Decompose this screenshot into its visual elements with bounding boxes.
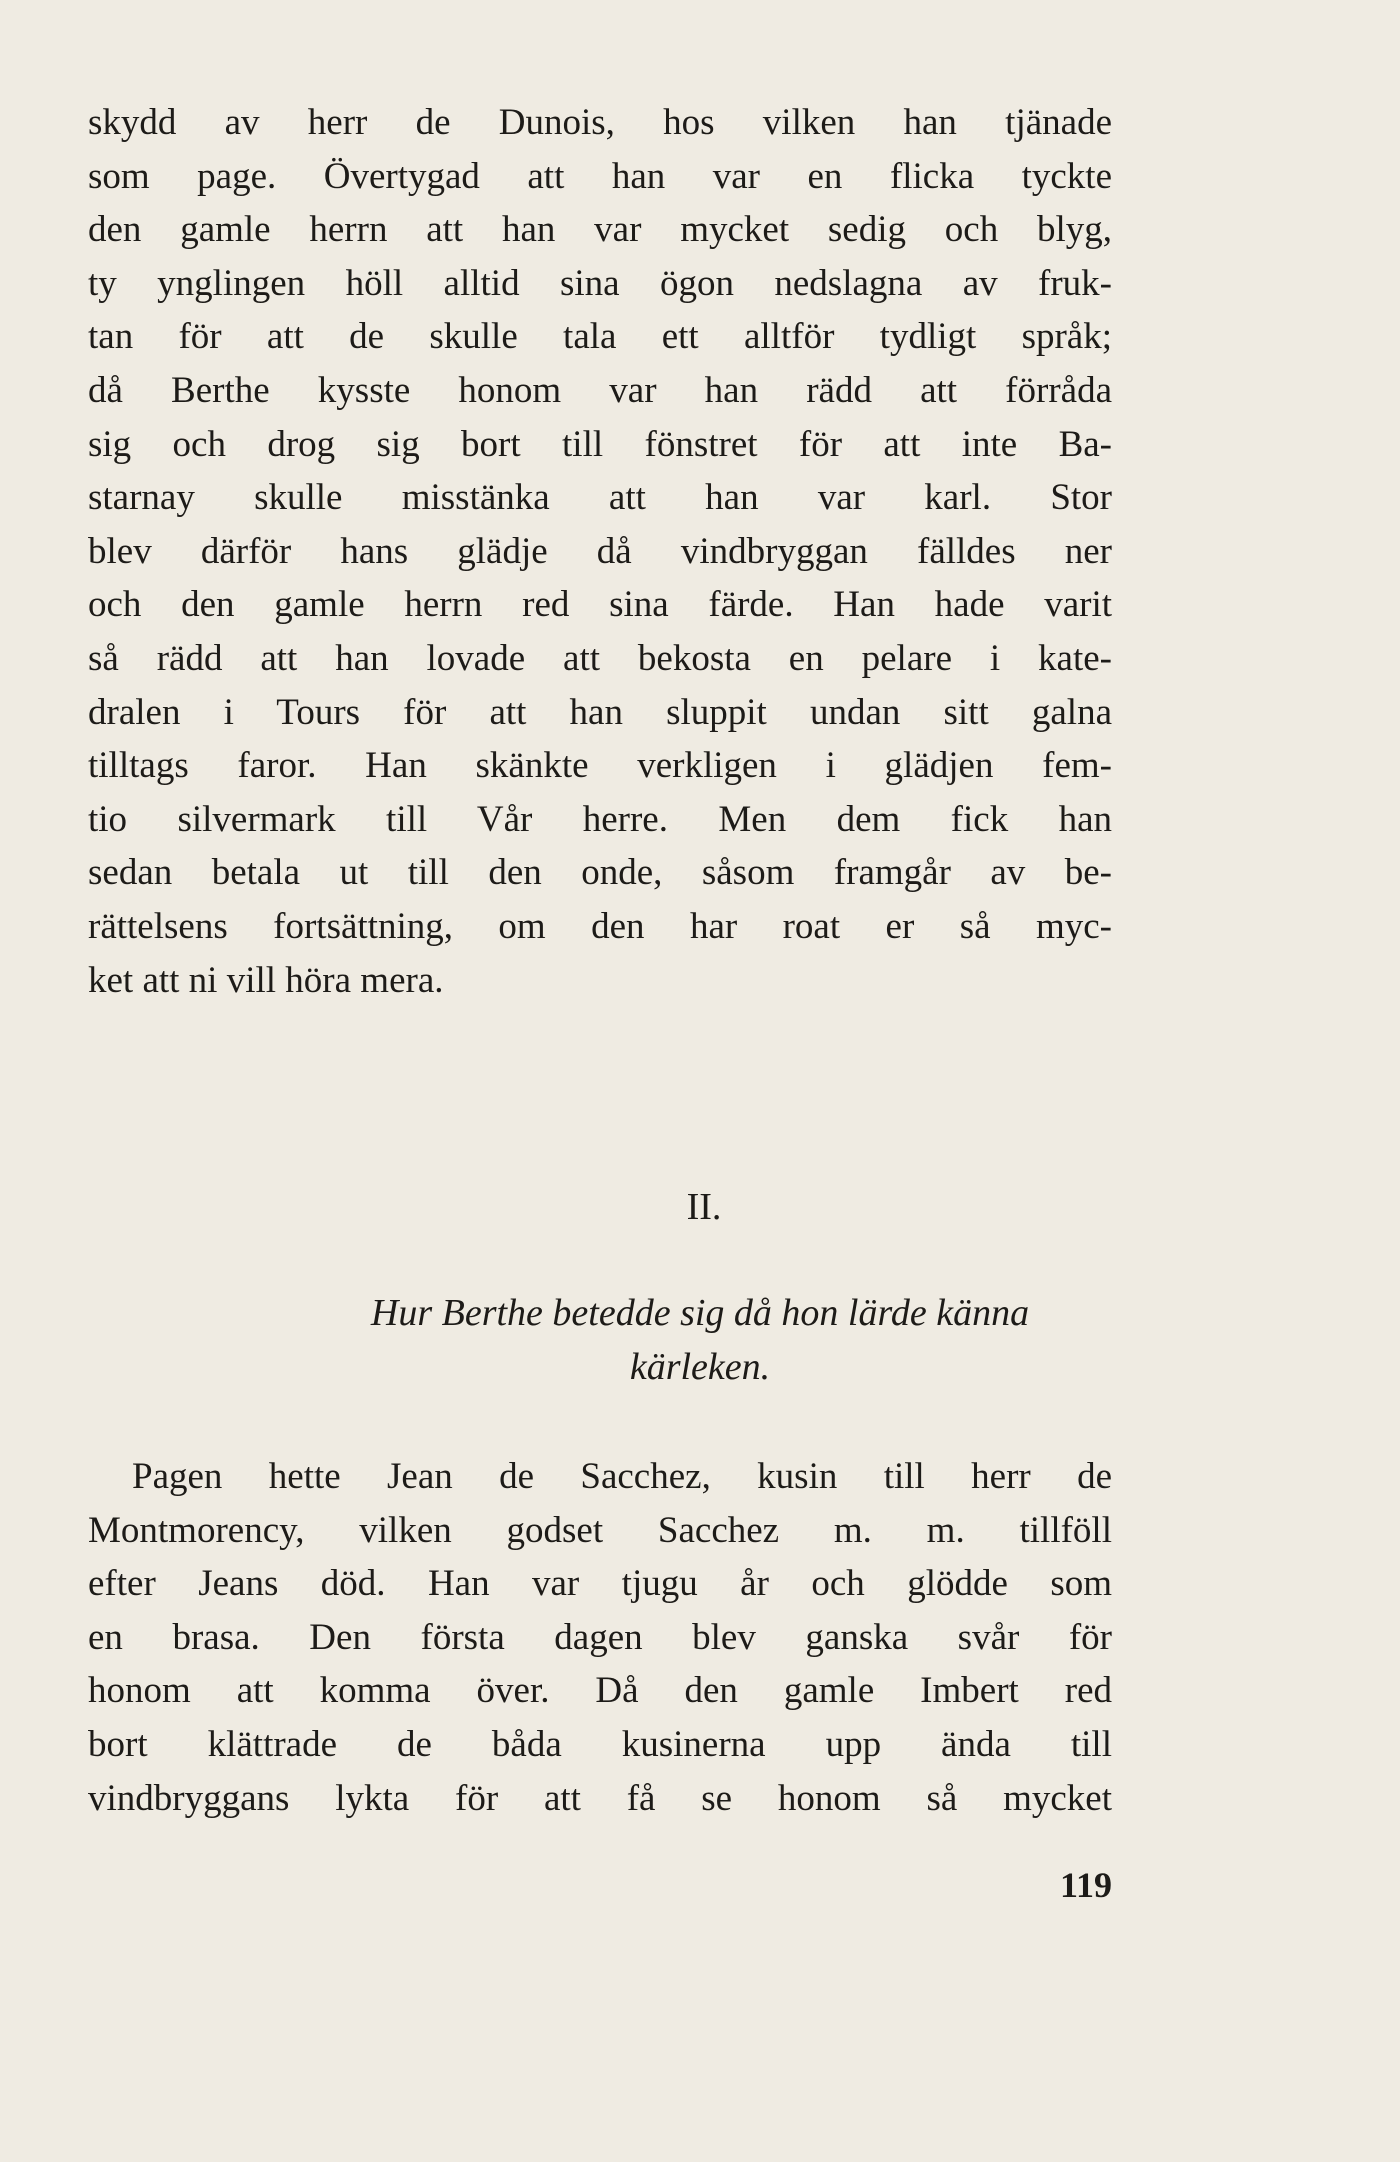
text-line: skydd av herr de Dunois, hos vilken han tjänade (88, 102, 1112, 143)
text-line: sig och drog sig bort till fönstret för att inte Ba- (88, 423, 1112, 465)
chapter-title-line: Hur Berthe betedde sig då hon lärde känna (370, 1292, 1030, 1334)
text-line: tio silvermark till Vår herre. Men dem fick han (88, 798, 1112, 840)
text-line: rättelsens fortsättning, om den har roat er så myc- (88, 905, 1112, 947)
text-line: starnay skulle misstänka att han var karl. Stor (88, 477, 1112, 519)
text-line: dralen i Tours för att han sluppit undan sitt galna (88, 691, 1112, 733)
text-line: Montmorency, vilken godset Sacchez m. m. tillföll (88, 1509, 1112, 1551)
text-line: vindbryggans lykta för att få se honom så mycket (88, 1777, 1112, 1819)
text-line: tilltags faror. Han skänkte verkligen i glädjen fem- (88, 745, 1112, 787)
chapter-title (0, 1286, 1400, 1394)
bottom-paragraph (88, 1450, 1112, 1825)
text-line: honom att komma över. Då den gamle Imbert red (88, 1670, 1112, 1712)
chapter-number: II. (686, 1186, 722, 1228)
chapter-title-line: kärleken. (629, 1346, 771, 1388)
text-line: bort klättrade de båda kusinerna upp ända till (88, 1723, 1112, 1765)
text-line: tan för att de skulle tala ett alltför tydligt språk; (88, 316, 1112, 358)
text-line: ty ynglingen höll alltid sina ögon nedslagna av fruk- (88, 262, 1112, 304)
page-number: 119 (1059, 1865, 1112, 1905)
top-paragraph (88, 96, 1112, 1007)
text-line: och den gamle herrn red sina färde. Han hade varit (88, 584, 1112, 626)
text-line: efter Jeans död. Han var tjugu år och glödde som (88, 1563, 1112, 1605)
text-line: som page. Övertygad att han var en flicka tyckte (88, 155, 1112, 197)
text-line: sedan betala ut till den onde, såsom framgår av be- (88, 852, 1112, 894)
text-line: så rädd att han lovade att bekosta en pelare i kate- (88, 637, 1112, 679)
text-line: ket att ni vill höra mera. (88, 959, 444, 1001)
text-line: då Berthe kysste honom var han rädd att förråda (88, 369, 1112, 411)
text-line: den gamle herrn att han var mycket sedig och blyg, (88, 209, 1112, 251)
text-line: en brasa. Den första dagen blev ganska svår för (88, 1616, 1112, 1658)
text-line: Pagen hette Jean de Sacchez, kusin till herr de (132, 1456, 1112, 1497)
text-line: blev därför hans glädje då vindbryggan fälldes ner (88, 530, 1112, 572)
